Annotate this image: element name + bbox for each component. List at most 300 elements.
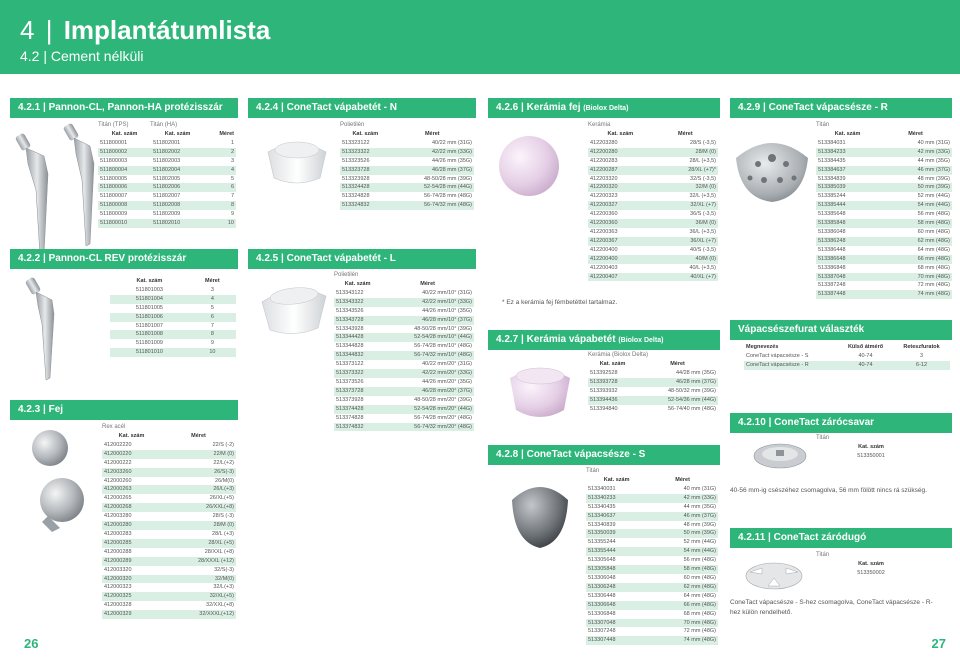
table-cell: 56-74/28 mm/20° (48G): [381, 414, 474, 423]
table-row: [586, 627, 718, 636]
table-cell: 511801003: [110, 286, 189, 295]
table-cell: 8: [204, 201, 236, 210]
table-cell: 46 mm (37G): [647, 512, 718, 521]
table-row: [334, 316, 474, 325]
table-cell: 513386848: [816, 264, 879, 273]
table-cell: 412000220: [102, 450, 161, 459]
table-cell: 32/M (0): [653, 183, 718, 192]
liner-l-image: [256, 278, 332, 340]
col-header: Kat. szám: [334, 280, 381, 289]
table-cell: 52 mm (44G): [647, 538, 718, 547]
table-cell: 28/S (-3,5): [653, 139, 718, 148]
table-row: [102, 601, 236, 610]
table-cell: 511800007: [98, 192, 151, 201]
table-row: [588, 166, 718, 175]
table-cell: 42 mm (33G): [647, 494, 718, 503]
table-cell: 62 mm (48G): [647, 583, 718, 592]
table-cell: 513387448: [816, 290, 879, 299]
col-header: Reteszfuratok: [893, 343, 950, 352]
table-cell: 6: [189, 313, 236, 322]
table-row: [816, 281, 952, 290]
table-cell: 513385039: [816, 183, 879, 192]
table-cell: 44/26 mm (35G): [391, 157, 474, 166]
table-row: [816, 273, 952, 282]
table-row: [588, 219, 718, 228]
table-row: [98, 210, 236, 219]
section-4-2-5-title: 4.2.5 | ConeTact vápabetét - L: [248, 249, 476, 269]
table-4-2-8: [586, 476, 718, 645]
table-row: [816, 452, 926, 461]
table-row: [588, 210, 718, 219]
table-row: [98, 219, 236, 228]
table-cell: 412200363: [588, 228, 653, 237]
table-cell: 513385848: [816, 219, 879, 228]
table-cell: 68 mm (48G): [879, 264, 952, 273]
table-row: [110, 330, 236, 339]
table-row: [586, 485, 718, 494]
table-cell: 412203280: [588, 139, 653, 148]
table-row: [340, 166, 474, 175]
column-3: [488, 88, 720, 653]
table-cell: 8: [189, 330, 236, 339]
table-row: [102, 539, 236, 548]
table-cell: 42/22 mm (33G): [391, 148, 474, 157]
table-cell: 412000329: [102, 610, 161, 619]
table-cell: 66 mm (48G): [879, 255, 952, 264]
col-header: Méret: [381, 280, 474, 289]
table-cell: 28/L (+3): [161, 530, 236, 539]
table-row: [588, 139, 718, 148]
screw-note: 40-56 mm-ig csészéhez csomagolva, 56 mm fölött nincs rá szükség.: [730, 487, 927, 494]
table-cell: 412000280: [102, 521, 161, 530]
col-header: Méret: [879, 130, 952, 139]
table-cell: 22/L(+2): [161, 459, 236, 468]
table-row: [102, 450, 236, 459]
table-cell: 513344828: [334, 342, 381, 351]
table-cell: 40/22 mm/20° (31G): [381, 360, 474, 369]
table-row: [102, 459, 236, 468]
table-row: [586, 512, 718, 521]
ceramic-liner-image: [504, 356, 576, 428]
table-row: [110, 348, 236, 357]
caption-ceramic-biolox: Kerámia (Biolox Delta): [588, 352, 649, 358]
table-cell: 58 mm (48G): [879, 219, 952, 228]
table-cell: 44 mm (35G): [879, 157, 952, 166]
table-cell: 412200360: [588, 219, 653, 228]
table-cell: 62 mm (48G): [879, 237, 952, 246]
table-cell: 10: [189, 348, 236, 357]
table-row: [816, 255, 952, 264]
table-cell: 513307448: [586, 636, 647, 645]
table-cell: 511800001: [98, 139, 151, 148]
table-row: [334, 360, 474, 369]
table-cell: 5: [189, 304, 236, 313]
table-cell: 64 mm (48G): [647, 592, 718, 601]
table-4-2-9: [816, 130, 952, 299]
table-cell: 32/XXXL(+12): [161, 610, 236, 619]
table-row: [334, 351, 474, 360]
table-cell: 7: [189, 322, 236, 331]
table-cell: 42 mm (33G): [879, 148, 952, 157]
table-cell: 32/S(-3): [161, 566, 236, 575]
table-cell: 10: [204, 219, 236, 228]
table-row: [744, 361, 950, 370]
table-cell: 72 mm (48G): [879, 281, 952, 290]
caption-pe-n: Polietilén: [340, 122, 365, 128]
table-row: [588, 264, 718, 273]
table-cell: 56-74/40 mm (48G): [637, 405, 718, 414]
table-cell: 7: [204, 192, 236, 201]
table-cell: 4: [204, 166, 236, 175]
table-cell: 22/M (0): [161, 450, 236, 459]
page-number-right: 27: [931, 636, 946, 651]
table-cell: 412000265: [102, 494, 161, 503]
table-row: [588, 237, 718, 246]
table-row: [586, 538, 718, 547]
table-row: [588, 157, 718, 166]
table-cell: 412000222: [102, 459, 161, 468]
table-4-2-4: [340, 130, 474, 210]
table-row: [334, 405, 474, 414]
table-row: [588, 148, 718, 157]
table-cell: 513344832: [334, 351, 381, 360]
table-cell: 513306248: [586, 583, 647, 592]
col-header: Kat. szám: [816, 560, 926, 569]
rev-stem-image: [24, 274, 64, 384]
table-row: [102, 583, 236, 592]
table-row: [102, 548, 236, 557]
table-cell: 26/L(+3): [161, 485, 236, 494]
table-cell: 28/L (+3,5): [653, 157, 718, 166]
table-cell: 52-54/28 mm (44G): [391, 183, 474, 192]
table-row: [98, 157, 236, 166]
table-cell: 412000320: [102, 575, 161, 584]
table-4-2-6: [588, 130, 718, 281]
table-cell: 412200407: [588, 273, 653, 282]
acetabular-cup-s-image: [504, 472, 576, 552]
table-cell: 9: [189, 339, 236, 348]
table-cell: 511801007: [110, 322, 189, 331]
col-header: Méret: [161, 432, 236, 441]
table-cell: 74 mm (48G): [647, 636, 718, 645]
table-cell: 511801004: [110, 295, 189, 304]
table-cell: 513384233: [816, 148, 879, 157]
table-cell: 513324832: [340, 201, 391, 210]
chapter-number: 4: [20, 15, 35, 45]
table-cell: 513385444: [816, 201, 879, 210]
table-cell: 511800009: [98, 210, 151, 219]
table-cell: 22/S (-2): [161, 441, 236, 450]
table-row: [588, 396, 718, 405]
table-cell: 44/26 mm/10° (35G): [381, 307, 474, 316]
table-row: [98, 139, 236, 148]
section-title-text: 4.2.6 | Kerámia fej: [496, 102, 581, 113]
caption-titan-ha: Titán (HA): [150, 122, 178, 128]
table-row: [586, 521, 718, 530]
table-row: [340, 148, 474, 157]
table-cell: 513373122: [334, 360, 381, 369]
table-row: [816, 237, 952, 246]
section-4-2-9-title: 4.2.9 | ConeTact vápacsésze - R: [730, 98, 952, 118]
table-cell: 52 mm (44G): [879, 192, 952, 201]
table-cell: 54 mm (44G): [879, 201, 952, 210]
table-cell: 513355444: [586, 547, 647, 556]
table-cell: 513373928: [334, 396, 381, 405]
table-row: [586, 547, 718, 556]
table-row: [586, 574, 718, 583]
table-cell: 412200287: [588, 166, 653, 175]
table-row: [102, 610, 236, 619]
table-row: [98, 201, 236, 210]
table-cell: 52-54/36 mm (44G): [637, 396, 718, 405]
section-title-text: 4.2.7 | Kerámia vápabetét: [496, 334, 616, 345]
col-header: Külső átmérő: [838, 343, 893, 352]
table-cell: 511801009: [110, 339, 189, 348]
section-title-material: (Biolox Delta): [618, 337, 664, 344]
table-cell: 513343526: [334, 307, 381, 316]
col-header: Kat. szám: [98, 130, 151, 139]
table-cell: 36/XL (+7): [653, 237, 718, 246]
table-cell: 513373526: [334, 378, 381, 387]
chapter-title: Implantátumlista: [63, 15, 271, 45]
table-row: [586, 592, 718, 601]
table-row: [102, 468, 236, 477]
col-header: Méret: [204, 130, 236, 139]
table-cell: 513373728: [334, 387, 381, 396]
table-row: [334, 378, 474, 387]
table-row: [334, 423, 474, 432]
table-row: [334, 414, 474, 423]
table-cell: 56 mm (48G): [879, 210, 952, 219]
table-cell: 72 mm (48G): [647, 627, 718, 636]
section-4-2-11-title: 4.2.11 | ConeTact záródugó: [730, 528, 952, 548]
table-row: [340, 201, 474, 210]
table-cell: 513373322: [334, 369, 381, 378]
table-cell: 513305648: [586, 556, 647, 565]
table-cell: 32/XL (+7): [653, 201, 718, 210]
table-cell: 56-74/28 mm/10° (48G): [381, 342, 474, 351]
table-row: [110, 313, 236, 322]
table-cell: 32/S (-3,5): [653, 175, 718, 184]
table-cell: 52-54/28 mm/20° (44G): [381, 405, 474, 414]
table-cell: 48-50/28 mm/20° (39G): [381, 396, 474, 405]
table-row: [340, 157, 474, 166]
table-cell: 513374832: [334, 423, 381, 432]
table-row: [102, 592, 236, 601]
table-row: [586, 601, 718, 610]
table-cell: 513324428: [340, 183, 391, 192]
chapter-heading: [20, 14, 270, 46]
table-row: [816, 166, 952, 175]
col-header: Megnevezés: [744, 343, 838, 352]
table-cell: 66 mm (48G): [647, 601, 718, 610]
table-cell: 513374828: [334, 414, 381, 423]
caption-titan-tps: Titán (TPS): [98, 122, 129, 128]
table-row: [816, 228, 952, 237]
table-row: [588, 255, 718, 264]
table-cell: 511800002: [98, 148, 151, 157]
table-cell: 28/M (0): [653, 148, 718, 157]
table-cell: 412002220: [102, 441, 161, 450]
table-row: [816, 210, 952, 219]
table-cell: 511801008: [110, 330, 189, 339]
table-row: [588, 273, 718, 282]
caption-titan-screw: Titán: [816, 435, 830, 441]
chapter-separator: |: [45, 15, 53, 45]
table-cell: 40/22 mm/10° (31G): [381, 289, 474, 298]
table-cell: 28/XXL (+8): [161, 548, 236, 557]
table-cell: 58 mm (48G): [647, 565, 718, 574]
table-cell: 513306848: [586, 610, 647, 619]
table-cell: 513323322: [340, 148, 391, 157]
table-cell: 513374428: [334, 405, 381, 414]
table-row: [816, 290, 952, 299]
table-cell: 42/22 mm/20° (33G): [381, 369, 474, 378]
col-header: Kat. szám: [588, 360, 637, 369]
table-row: [334, 325, 474, 334]
table-row: [586, 636, 718, 645]
table-cell: 513323122: [340, 139, 391, 148]
table-row: [586, 494, 718, 503]
col-header: Kat. szám: [816, 130, 879, 139]
table-cell: 513386048: [816, 228, 879, 237]
table-cell: 513386248: [816, 237, 879, 246]
table-cell: 513340233: [586, 494, 647, 503]
section-4-2-8-title: 4.2.8 | ConeTact vápacsésze - S: [488, 445, 720, 465]
table-cell: 26/S(-3): [161, 468, 236, 477]
table-cell: 511802002: [151, 148, 204, 157]
table-cell: 1: [204, 139, 236, 148]
table-row: [816, 246, 952, 255]
table-row: [586, 529, 718, 538]
table-cell: 412000283: [102, 530, 161, 539]
table-row: [110, 339, 236, 348]
table-cell: 28/XXXL (+12): [161, 557, 236, 566]
table-4-2-2: [110, 277, 236, 357]
table-row: [340, 183, 474, 192]
table-cell: 513393728: [588, 378, 637, 387]
table-cell: 60 mm (48G): [647, 574, 718, 583]
table-cell: 513343728: [334, 316, 381, 325]
table-cell: 52-54/28 mm/10° (44G): [381, 333, 474, 342]
table-cell: 513306648: [586, 601, 647, 610]
table-row: [588, 387, 718, 396]
table-cell: 513384637: [816, 166, 879, 175]
table-cell: 6: [204, 183, 236, 192]
table-row: [334, 333, 474, 342]
col-header: Méret: [647, 476, 718, 485]
table-cell: 28/M (0): [161, 521, 236, 530]
table-cell: 4: [189, 295, 236, 304]
table-cell: 70 mm (48G): [879, 273, 952, 282]
table-cell: 513355244: [586, 538, 647, 547]
table-cell: 511800006: [98, 183, 151, 192]
table-cell: 28/XL (+7)*: [653, 166, 718, 175]
table-row: [816, 175, 952, 184]
table-cell: 513305848: [586, 565, 647, 574]
column-2: [248, 88, 476, 653]
table-cell: 513387048: [816, 273, 879, 282]
table-row: [334, 369, 474, 378]
table-cell: 412200327: [588, 201, 653, 210]
table-cell: 511801010: [110, 348, 189, 357]
table-cell: 48-50/28 mm/10° (39G): [381, 325, 474, 334]
table-cell: 46/28 mm (37G): [637, 378, 718, 387]
table-cell: 513387248: [816, 281, 879, 290]
table-4-2-10: [816, 443, 926, 461]
table-cell: 46/28 mm (37G): [391, 166, 474, 175]
table-cell: 48 mm (39G): [647, 521, 718, 530]
table-cell: 513384839: [816, 175, 879, 184]
table-cell: 513394436: [588, 396, 637, 405]
table-row: [110, 322, 236, 331]
table-row: [816, 183, 952, 192]
table-cell: 36/M (0): [653, 219, 718, 228]
col-header: Kat. szám: [110, 277, 189, 286]
table-cell: 6-12: [893, 361, 950, 370]
table-cell: 412200403: [588, 264, 653, 273]
table-row: [816, 264, 952, 273]
table-cell: 513344428: [334, 333, 381, 342]
table-row: [110, 304, 236, 313]
table-row: [98, 183, 236, 192]
table-cell: 56-74/32 mm (48G): [391, 201, 474, 210]
table-cell: 511800004: [98, 166, 151, 175]
table-row: [816, 157, 952, 166]
table-cell: 44/28 mm (35G): [637, 369, 718, 378]
footnote-mark: *: [502, 299, 505, 306]
table-cell: 412000289: [102, 557, 161, 566]
section-4-2-3-title: 4.2.3 | Fej: [10, 400, 238, 420]
table-cell: 511800010: [98, 219, 151, 228]
table-row: [816, 569, 926, 578]
table-cell: 28/S (-3): [161, 512, 236, 521]
page-number-left: 26: [24, 636, 39, 651]
table-cell: 36/S (-3,5): [653, 210, 718, 219]
table-cell: 44/26 mm/20° (35G): [381, 378, 474, 387]
table-row: [98, 148, 236, 157]
table-cell: 513306048: [586, 574, 647, 583]
table-row: [102, 557, 236, 566]
caption-rex: Rex acél: [102, 424, 126, 430]
column-1: [10, 88, 238, 653]
table-cell: 412003280: [102, 512, 161, 521]
table-row: [334, 396, 474, 405]
table-cell: 412003260: [102, 468, 161, 477]
table-cell: 70 mm (48G): [647, 619, 718, 628]
table-cell: 513386448: [816, 246, 879, 255]
caption-titan-r: Titán: [816, 122, 830, 128]
table-row: [816, 219, 952, 228]
table-cell: 56 mm (48G): [647, 556, 718, 565]
ceramic-head-image: [494, 132, 564, 202]
table-cell: 513340435: [586, 503, 647, 512]
table-cell: 412000268: [102, 503, 161, 512]
table-row: [102, 575, 236, 584]
table-cell: 412000323: [102, 583, 161, 592]
table-cell: 513350039: [586, 529, 647, 538]
table-cell: 412200360: [588, 210, 653, 219]
table-cell: 412003320: [102, 566, 161, 575]
table-cell: 513306448: [586, 592, 647, 601]
table-cell: 513385648: [816, 210, 879, 219]
table-cell: 74 mm (48G): [879, 290, 952, 299]
table-cell: 412200320: [588, 183, 653, 192]
table-cell: 44 mm (35G): [647, 503, 718, 512]
table-row: [588, 183, 718, 192]
table-cell: 50 mm (39G): [879, 183, 952, 192]
chapter-subtitle: 4.2 | Cement nélküli: [20, 48, 144, 64]
